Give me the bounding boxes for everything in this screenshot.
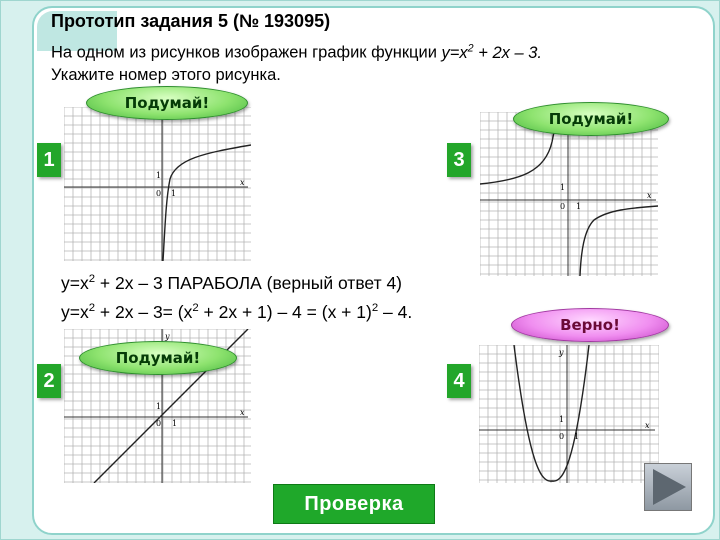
axis-label-zero: 0 <box>156 189 162 198</box>
play-arrow-icon <box>645 464 691 510</box>
grid <box>479 345 659 483</box>
axis-label-one-y: 1 <box>560 183 566 192</box>
axis-label-one-y: 1 <box>156 402 162 411</box>
axis-label-one-y: 1 <box>156 171 162 180</box>
panel-number-2[interactable]: 2 <box>37 364 61 398</box>
axis-label-one-y: 1 <box>559 415 565 424</box>
task-line1: На одном из рисунков изображен график функции $y=x^2 + 2x - 3$. <box>51 42 542 62</box>
graph-4[interactable] <box>479 345 659 483</box>
panel-number-3[interactable]: 3 <box>447 143 471 177</box>
grid <box>64 107 251 261</box>
hyperbola-right-branch <box>580 206 658 276</box>
axis-label-zero: 0 <box>560 202 566 211</box>
axis-label-y: y <box>165 332 170 341</box>
axis-label-x: x <box>240 408 245 417</box>
check-button[interactable]: Проверка <box>273 484 435 524</box>
axis-label-x: x <box>647 191 652 200</box>
axis-label-one-x: 1 <box>576 202 582 211</box>
feedback-bubble-1: Подумай! <box>86 86 248 120</box>
grid <box>480 112 658 276</box>
task-line2: Укажите номер этого рисунка. <box>51 65 281 84</box>
task-text <box>51 37 542 86</box>
feedback-bubble-2: Подумай! <box>79 341 237 375</box>
axis-label-one-x: 1 <box>172 419 178 428</box>
axis-label-one-x: 1 <box>171 189 177 198</box>
solution-line1: $y=x^2 + 2x - 3$ ПАРАБОЛА (верный ответ 4) <box>61 272 403 293</box>
page-title: Прототип задания 5 (№ 193095) <box>51 11 331 31</box>
axis-label-x: x <box>645 421 650 430</box>
feedback-bubble-3: Подумай! <box>513 102 669 136</box>
solution-line2: $y=x^2 + 2x - 3= (x^2 + 2x + 1) - 4 = (x + 1)^2 - 4$. <box>61 301 413 322</box>
panel-number-1[interactable]: 1 <box>37 143 61 177</box>
next-button[interactable] <box>644 463 692 511</box>
graph-3[interactable] <box>480 112 658 276</box>
feedback-bubble-4: Верно! <box>511 308 669 342</box>
axis-label-zero: 0 <box>156 419 162 428</box>
panel-number-4[interactable]: 4 <box>447 364 471 398</box>
axis-label-one-x: 1 <box>574 432 580 441</box>
solution-text <box>61 267 412 325</box>
axis-label-y: y <box>559 348 564 357</box>
function-curve <box>163 145 251 261</box>
axis-label-x: x <box>240 178 245 187</box>
axis-label-zero: 0 <box>559 432 565 441</box>
graph-1[interactable] <box>64 107 251 261</box>
